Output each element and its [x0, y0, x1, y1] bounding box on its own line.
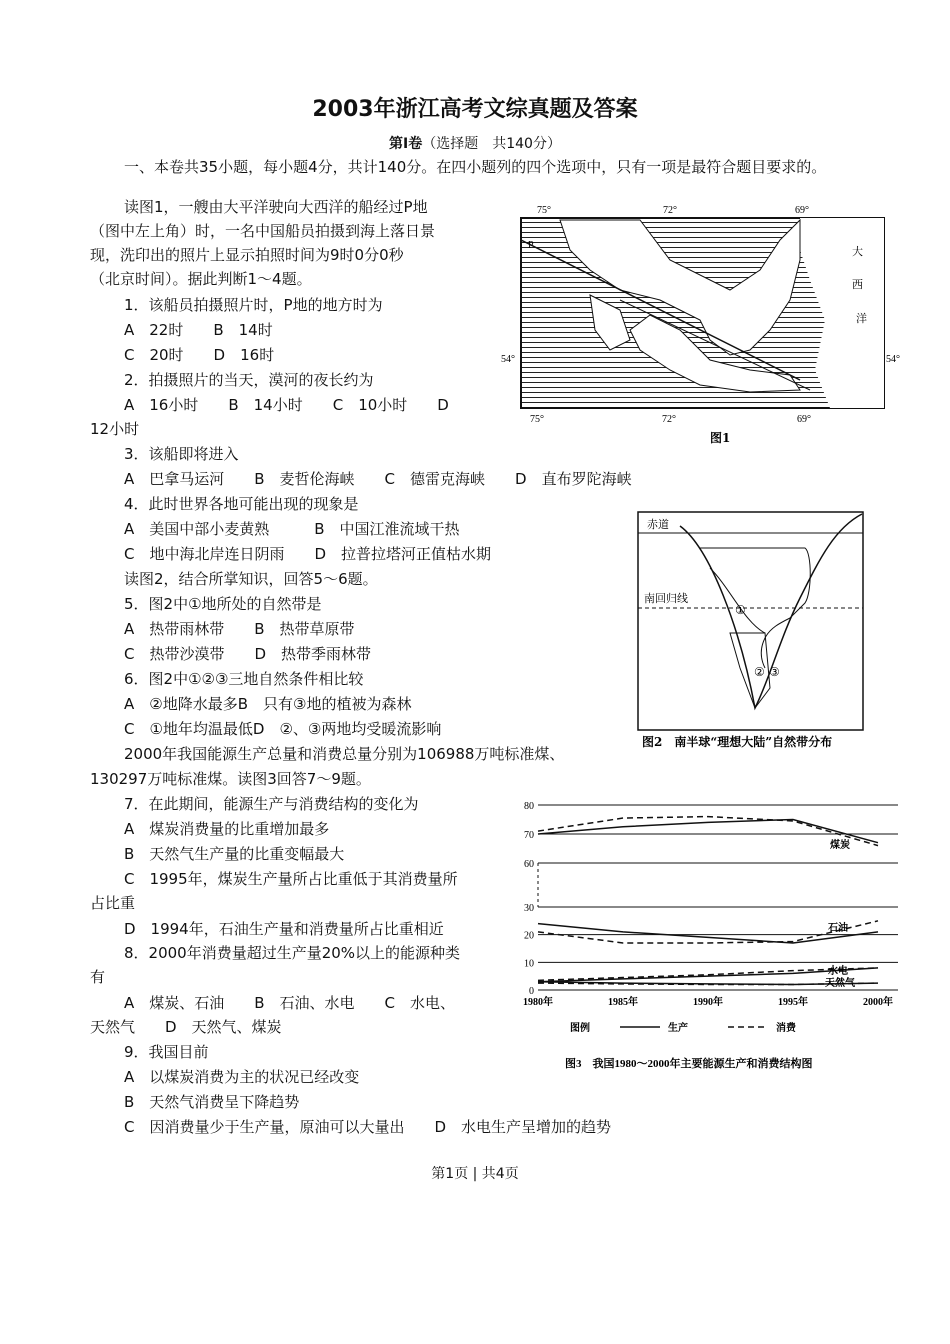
- text-line: 2．拍摄照片的当天，漠河的夜长约为: [124, 371, 374, 389]
- map-top-label: 69°: [795, 205, 809, 216]
- y-tick-label: 20: [524, 930, 534, 942]
- x-tick-label: 2000年: [863, 997, 893, 1008]
- text-line: 12小时: [90, 420, 140, 438]
- text-line: A 22时 B 14时: [124, 321, 273, 339]
- text-line: B 天然气消费呈下降趋势: [124, 1093, 300, 1111]
- series-label: 水电: [828, 966, 848, 977]
- text-line: 1．该船员拍摄照片时，P地的地方时为: [124, 296, 383, 314]
- text-line: 9．我国目前: [124, 1043, 209, 1061]
- text-line: A 煤炭、石油 B 石油、水电 C 水电、: [124, 994, 456, 1012]
- text-line: C 因消费量少于生产量，原油可以大量出 D 水电生产呈增加的趋势: [124, 1118, 612, 1136]
- zone-label: ②: [754, 665, 765, 679]
- text-line: 5．图2中①地所处的自然带是: [124, 595, 322, 613]
- legend-consumption: 消费: [776, 1023, 796, 1034]
- zone-label: ①: [735, 603, 746, 617]
- text-line: A 美国中部小麦黄熟 B 中国江淮流域干热: [124, 520, 460, 538]
- series-label: 天然气: [825, 978, 855, 989]
- text-line: （北京时间）。据此判断1～4题。: [90, 270, 312, 288]
- text-line: 有: [90, 968, 106, 986]
- section-subtitle: [0, 133, 950, 153]
- text-line: A 热带雨林带 B 热带草原带: [124, 620, 355, 638]
- text-line: A 16小时 B 14小时 C 10小时 D: [124, 396, 449, 414]
- equator-label: 赤道: [647, 518, 669, 531]
- figure-3-chart: [510, 795, 920, 1075]
- map-lat-left: 54°: [501, 354, 515, 365]
- x-tick-label: 1990年: [693, 997, 723, 1008]
- text-line: A 巴拿马运河 B 麦哲伦海峡 C 德雷克海峡 D 直布罗陀海峡: [124, 470, 632, 488]
- text-line: 读图2，结合所掌知识，回答5～6题。: [124, 570, 378, 588]
- text-line: C 热带沙漠带 D 热带季雨林带: [124, 645, 372, 663]
- y-tick-label: 0: [529, 986, 534, 997]
- ocean-char: 洋: [856, 312, 867, 325]
- text-line: 130297万吨标准煤。读图3回答7～9题。: [90, 770, 371, 788]
- ocean-char: 大: [852, 245, 863, 258]
- series-label: 煤炭: [830, 840, 850, 851]
- legend-production: 生产: [668, 1023, 688, 1034]
- ocean-char: 西: [852, 278, 863, 291]
- instructions: 一、本卷共35小题，每小题4分，共计140分。在四小题列的四个选项中，只有一项是最符合题目要求的。: [124, 158, 827, 176]
- text-line: D 1994年，石油生产量和消费量所占比重相近: [124, 920, 444, 938]
- map-top-label: 72°: [663, 205, 677, 216]
- page-footer: 第1页 | 共4页: [431, 1166, 519, 1182]
- text-line: 7．在此期间，能源生产与消费结构的变化为: [124, 795, 419, 813]
- y-tick-label: 30: [524, 903, 534, 914]
- section-title-bold: 第Ⅰ卷: [389, 136, 423, 152]
- text-line: A ②地降水最多B 只有③地的植被为森林: [124, 695, 412, 713]
- y-tick-label: 60: [524, 859, 534, 870]
- map-bottom-label: 69°: [797, 414, 811, 425]
- tropic-label: 南回归线: [644, 592, 688, 605]
- y-tick-label: 70: [524, 830, 534, 841]
- figure-3-caption: 图3 我国1980～2000年主要能源生产和消费结构图: [565, 1058, 813, 1070]
- series-label: 石油: [828, 923, 848, 934]
- page-title: 2003年浙江高考文综真题及答案: [312, 97, 638, 122]
- text-line: C ①地年均温最低D ②、③两地均受暖流影响: [124, 720, 442, 738]
- x-tick-label: 1995年: [778, 997, 808, 1008]
- text-line: 8．2000年消费量超过生产量20%以上的能源种类: [124, 944, 461, 962]
- series-line: [538, 817, 878, 846]
- legend-label: 图例: [570, 1023, 590, 1034]
- map-lat-right: 54°: [886, 354, 900, 365]
- map-bottom-label: 75°: [530, 414, 544, 425]
- zone-label: ③: [769, 665, 780, 679]
- text-line: 4．此时世界各地可能出现的现象是: [124, 495, 359, 513]
- text-line: B 天然气生产量的比重变幅最大: [124, 845, 345, 863]
- figure-1-map: [500, 200, 900, 450]
- point-p-label: P: [528, 240, 534, 251]
- section-title-rest: （选择题 共140分）: [422, 136, 561, 152]
- text-line: 读图1，一艘由大平洋驶向大西洋的船经过P地: [124, 198, 428, 216]
- text-line: 现，洗印出的照片上显示拍照时间为9时0分0秒: [90, 246, 404, 264]
- text-line: C 地中海北岸连日阴雨 D 拉普拉塔河正值枯水期: [124, 545, 492, 563]
- figure-2-caption: 图2 南半球“理想大陆”自然带分布: [642, 735, 833, 749]
- text-line: A 以煤炭消费为主的状况已经改变: [124, 1068, 360, 1086]
- text-line: C 20时 D 16时: [124, 346, 275, 364]
- text-line: 2000年我国能源生产总量和消费总量分别为106988万吨标准煤、: [124, 745, 565, 763]
- x-tick-label: 1980年: [523, 997, 553, 1008]
- text-line: A 煤炭消费量的比重增加最多: [124, 820, 330, 838]
- series-line: [538, 921, 878, 943]
- y-tick-label: 80: [524, 801, 534, 812]
- figure-2-continent: [630, 508, 880, 753]
- text-line: 占比重: [90, 894, 136, 912]
- map-bottom-label: 72°: [662, 414, 676, 425]
- text-line: （图中左上角）时，一名中国船员拍摄到海上落日景: [90, 222, 436, 240]
- text-line: 3．该船即将进入: [124, 445, 239, 463]
- text-line: C 1995年，煤炭生产量所占比重低于其消费量所: [124, 870, 458, 888]
- figure-1-caption: 图1: [710, 431, 731, 445]
- map-top-label: 75°: [537, 205, 551, 216]
- y-tick-label: 10: [524, 958, 534, 970]
- text-line: 天然气 D 天然气、煤炭: [90, 1018, 282, 1036]
- x-tick-label: 1985年: [608, 997, 638, 1008]
- text-line: 6．图2中①②③三地自然条件相比较: [124, 670, 364, 688]
